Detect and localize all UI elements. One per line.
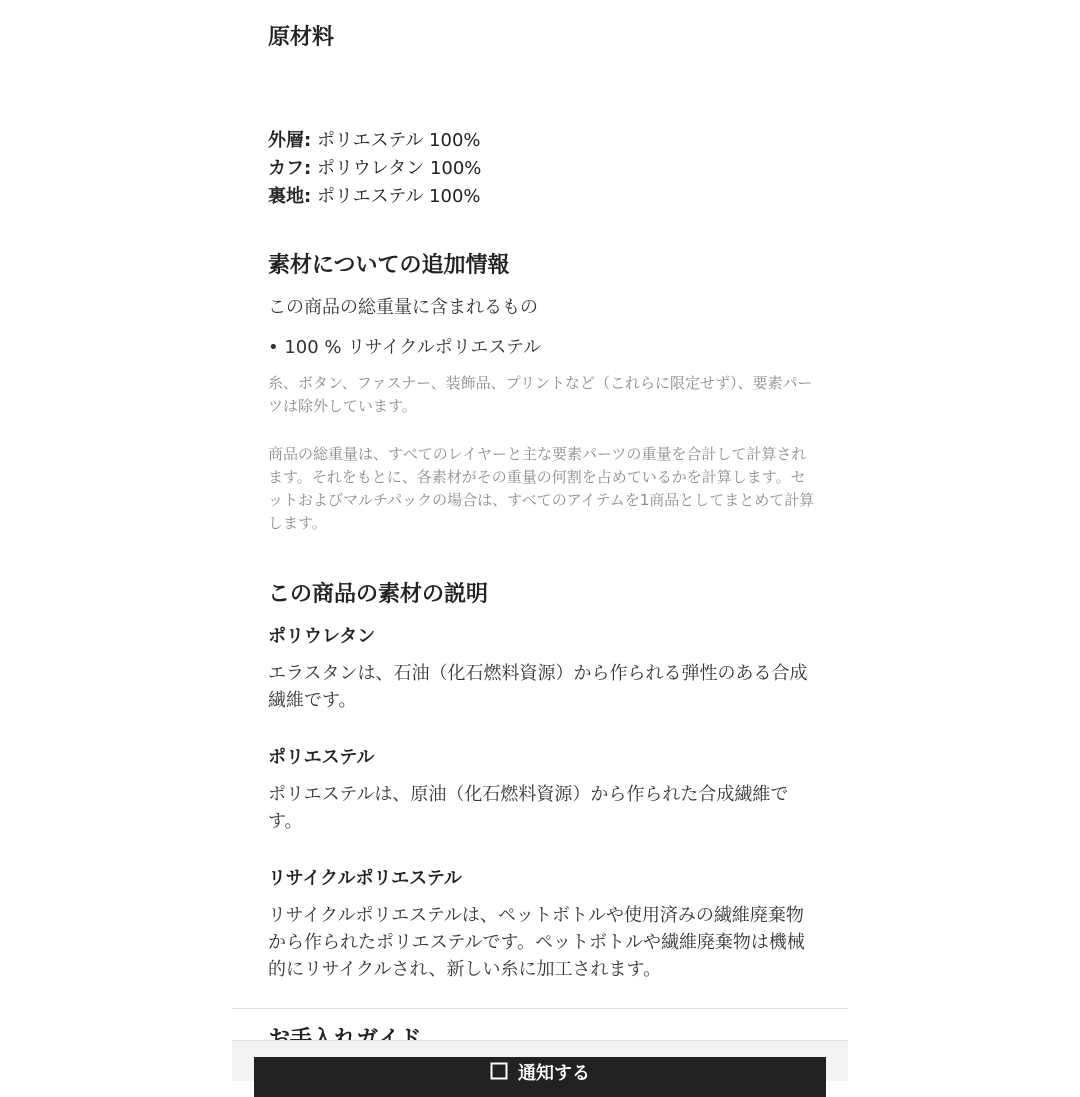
bell-icon [490,1062,508,1080]
materials-description-heading: この商品の素材の説明 [268,582,489,607]
composition-label: カフ: [268,158,312,179]
additional-info-heading: 素材についての追加情報 [268,253,510,278]
composition-row-cuff [268,154,481,180]
notify-me-label: 通知する [518,1063,590,1084]
material-description: エラスタンは、石油（化石燃料資源）から作られる弾性のある合成繊維です。 [268,663,808,711]
left-margin [0,0,232,1080]
weight-calculation-note: 商品の総重量は、すべてのレイヤーと主な要素パーツの重量を合計して計算されます。それをもとに、各素材がその重量の何割を占めているかを計算します。セットおよびマルチパックの場合は、すべてのアイテムを1商品としてまとめて計算します。 [268,445,815,532]
composition-value: ポリエステル 100% [316,130,481,151]
composition-label: 外層: [268,130,312,151]
composition-label: 裏地: [268,186,312,207]
material-description: ポリエステルは、原油（化石燃料資源）から作られた合成繊維です。 [268,784,789,832]
product-detail-panel [232,0,848,1080]
sticky-bottom-bar [232,1040,848,1084]
material-description: リサイクルポリエステルは、ペットボトルや使用済みの繊維廃棄物から作られたポリエステルです。ペットボトルや繊維廃棄物は機械的にリサイクルされ、新しい糸に加工されます。 [268,905,805,980]
notify-me-button[interactable] [254,1057,826,1097]
material-name: ポリエステル [268,747,375,768]
composition-value: ポリウレタン 100% [316,158,482,179]
exclusion-note: 糸、ボタン、ファスナー、装飾品、プリントなど（これらに限定せず）、要素パーツは除外しています。 [268,374,813,415]
composition-row-lining [268,182,481,208]
right-margin [848,0,1080,1080]
material-name: ポリウレタン [268,626,376,647]
material-name: リサイクルポリエステル [268,868,462,889]
composition-value: ポリエステル 100% [316,186,481,207]
weight-intro: この商品の総重量に含まれるもの [268,297,538,318]
composition-row-outer [268,126,481,152]
recycled-bullet: • 100 % リサイクルポリエステル [268,337,542,358]
section-divider [232,1008,848,1009]
page-title: 原材料 [268,25,335,50]
